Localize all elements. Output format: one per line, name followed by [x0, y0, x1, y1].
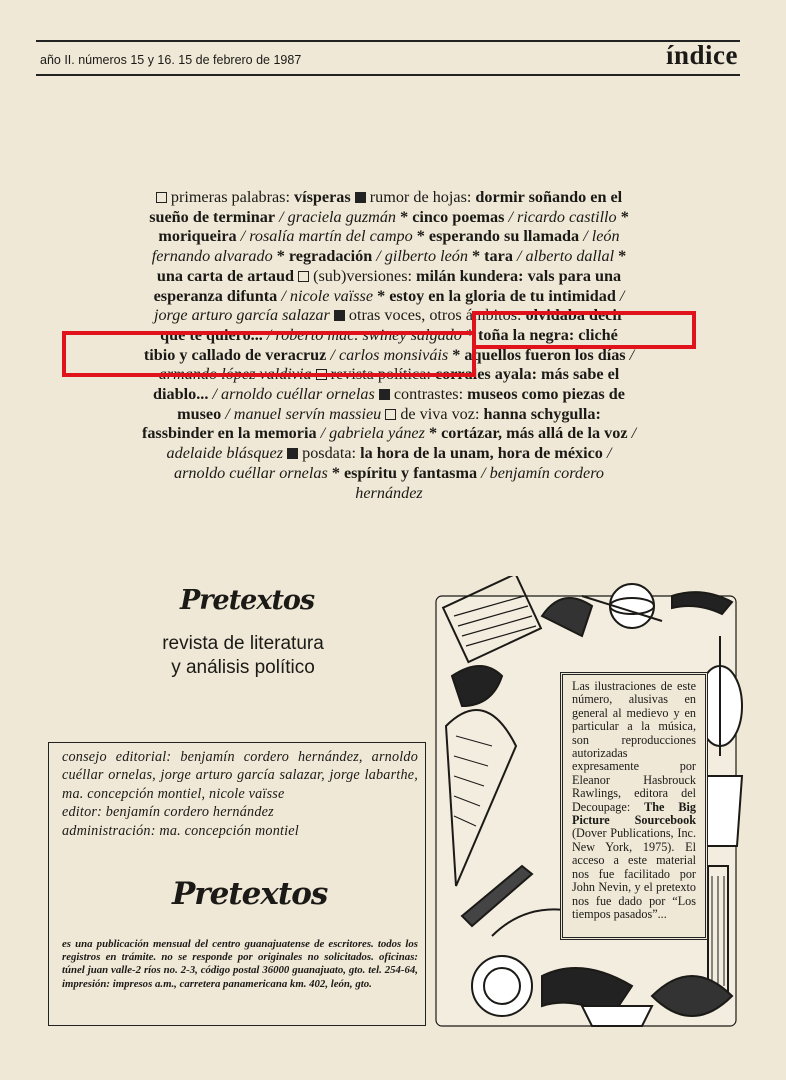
toc-author: hernández — [355, 483, 423, 502]
administration-line: administración: ma. concepción montiel — [62, 822, 299, 839]
toc-author: / — [615, 286, 625, 305]
toc-line — [86, 247, 692, 267]
toc-author: / ricardo castillo — [504, 207, 617, 226]
toc-author: / león — [579, 227, 620, 246]
toc-author: adelaide blásquez — [166, 444, 283, 463]
toc-author: / gilberto león — [372, 247, 468, 266]
toc-line — [86, 385, 692, 405]
toc-author: / benjamín cordero — [477, 463, 604, 482]
magazine-subtitle — [128, 632, 358, 680]
toc-author: / rosalía martín del campo — [236, 227, 413, 246]
toc-author: / nicole vaïsse — [277, 286, 374, 305]
filled-square-icon — [334, 310, 345, 321]
toc-title: * regradación — [272, 247, 373, 266]
toc-title: dormir soñando en el — [475, 188, 623, 206]
magazine-logo: Pretextos — [180, 585, 315, 616]
toc-title: * estoy en la gloria de tu intimidad — [373, 286, 616, 305]
toc-title: olvidaba decir — [525, 306, 625, 325]
masthead-logo: Pretextos — [172, 876, 328, 912]
toc-title: tibio y callado de veracruz — [143, 345, 327, 364]
toc-author: fernando alvarado — [151, 247, 273, 266]
toc-title: * toña la negra: cliché — [461, 325, 618, 344]
toc-line — [86, 208, 692, 228]
highlight-box-2 — [62, 331, 476, 377]
toc-title: sueño de terminar — [149, 207, 276, 226]
editor-line: editor: benjamín cordero hernández — [62, 804, 274, 821]
issue-info: año II. números 15 y 16. 15 de febrero de 1987 — [40, 53, 302, 67]
open-square-icon — [298, 271, 309, 282]
toc-title: * aquellos fueron los días — [448, 345, 626, 364]
header-rule-top — [36, 40, 740, 42]
toc-line — [86, 267, 692, 287]
toc-text: revista política: — [326, 365, 435, 384]
toc-author: / alberto dallal — [512, 247, 615, 266]
toc-title: museos como piezas de — [467, 385, 625, 404]
toc-title: milán kundera: vals para una — [416, 266, 622, 285]
toc-title: diablo... — [153, 385, 209, 404]
toc-text: primeras palabras: — [166, 188, 295, 206]
toc-author: / — [625, 345, 635, 364]
toc-text: rumor de hojas: — [365, 188, 476, 206]
toc-line — [86, 287, 692, 307]
toc-author: / arnoldo cuéllar ornelas — [208, 385, 375, 404]
toc-line — [86, 424, 692, 444]
masthead-text — [62, 748, 418, 840]
toc-author: / gabriela yánez — [316, 424, 425, 443]
toc-text: de viva voz: — [396, 404, 484, 423]
toc-text: posdata: — [298, 444, 361, 463]
toc-line — [86, 444, 692, 464]
toc-author: / manuel servín massieu — [221, 404, 382, 423]
toc-title: * esperando su llamada — [412, 227, 580, 246]
toc-title: la hora de la unam, hora de méxico — [360, 444, 603, 463]
toc-text: contrastes: — [389, 385, 468, 404]
credits-book-title: The Big Picture Sourcebook — [572, 799, 696, 828]
filled-square-icon — [287, 448, 298, 459]
subtitle-line-2: y análisis político — [171, 657, 315, 678]
credits-rest: (Dover Publications, Inc. New York, 1975). El acceso a este material nos fue facilitado por John Nevin, y el pretexto nos fue dado por “Los tiempos pasados”... — [572, 826, 696, 921]
highlight-box-1 — [472, 311, 696, 349]
toc-line — [86, 405, 692, 425]
toc-line — [86, 464, 692, 484]
toc-title: una carta de artaud — [156, 266, 294, 285]
open-square-icon — [385, 409, 396, 420]
header-rule-bottom — [36, 74, 740, 76]
credits-intro: Las ilustraciones de este número, alusivas en general al medievo y en particular a la música, son reproducciones autorizadas expresamente por Eleanor Hasbrouck Rawlings, editora del Decoupage: — [572, 679, 696, 814]
toc-title: esperanza difunta — [153, 286, 278, 305]
toc-title: * cortázar, más allá de la voz — [424, 424, 628, 443]
filled-square-icon — [379, 389, 390, 400]
toc-title: que te quiero... — [160, 325, 263, 344]
toc-author: jorge arturo garcía salazar — [153, 306, 330, 325]
toc-author: / carlos monsiváis — [326, 345, 449, 364]
toc-title: * cinco poemas — [396, 207, 505, 226]
subtitle-line-1: revista de literatura — [162, 633, 324, 654]
toc-title: * — [614, 247, 627, 266]
toc-title: * espíritu y fantasma — [327, 463, 478, 482]
toc-title: hanna schygulla: — [483, 404, 601, 423]
toc-line — [86, 484, 692, 504]
toc-author: / graciela guzmán — [275, 207, 397, 226]
toc-title: moriqueira — [158, 227, 237, 246]
section-title: índice — [665, 40, 738, 70]
toc-author: arnoldo cuéllar ornelas — [173, 463, 328, 482]
toc-text: (sub)versiones: — [309, 266, 417, 285]
filled-square-icon — [355, 192, 366, 203]
toc-title: museo — [177, 404, 222, 423]
toc-line — [86, 227, 692, 247]
toc-author: armando lópez valdivia — [158, 365, 312, 384]
toc-author: / — [627, 424, 637, 443]
toc-line — [86, 188, 692, 208]
toc-title: vísperas — [294, 188, 351, 206]
toc-title: * — [616, 207, 629, 226]
editorial-board: consejo editorial: benjamín cordero hernández, arnoldo cuéllar ornelas, jorge arturo garcía salazar, jorge labarthe, ma. concepción montiel, nicole vaïsse — [62, 749, 418, 802]
credits-text — [572, 680, 696, 921]
publication-info: es una publicación mensual del centro guanajuatense de escritores. todos los registros en trámite. no se responde por originales no solicitados. oficinas: túnel juan valle-2 ríos no. 2-3, código postal 36000 guanajuato, gto. tel. 254-64, impresión: impresos a.m., carretera panamericana km. 402, león, gto. — [62, 938, 418, 990]
toc-title: * tara — [467, 247, 513, 266]
toc-author: / — [602, 444, 612, 463]
toc-title: corrales ayala: más sabe el — [434, 365, 620, 384]
toc-text: otras voces, otros ámbitos: — [344, 306, 526, 325]
open-square-icon — [156, 192, 167, 203]
toc-title: fassbinder en la memoria — [141, 424, 317, 443]
toc-author: / roberto mac. swiney salgado — [262, 325, 462, 344]
